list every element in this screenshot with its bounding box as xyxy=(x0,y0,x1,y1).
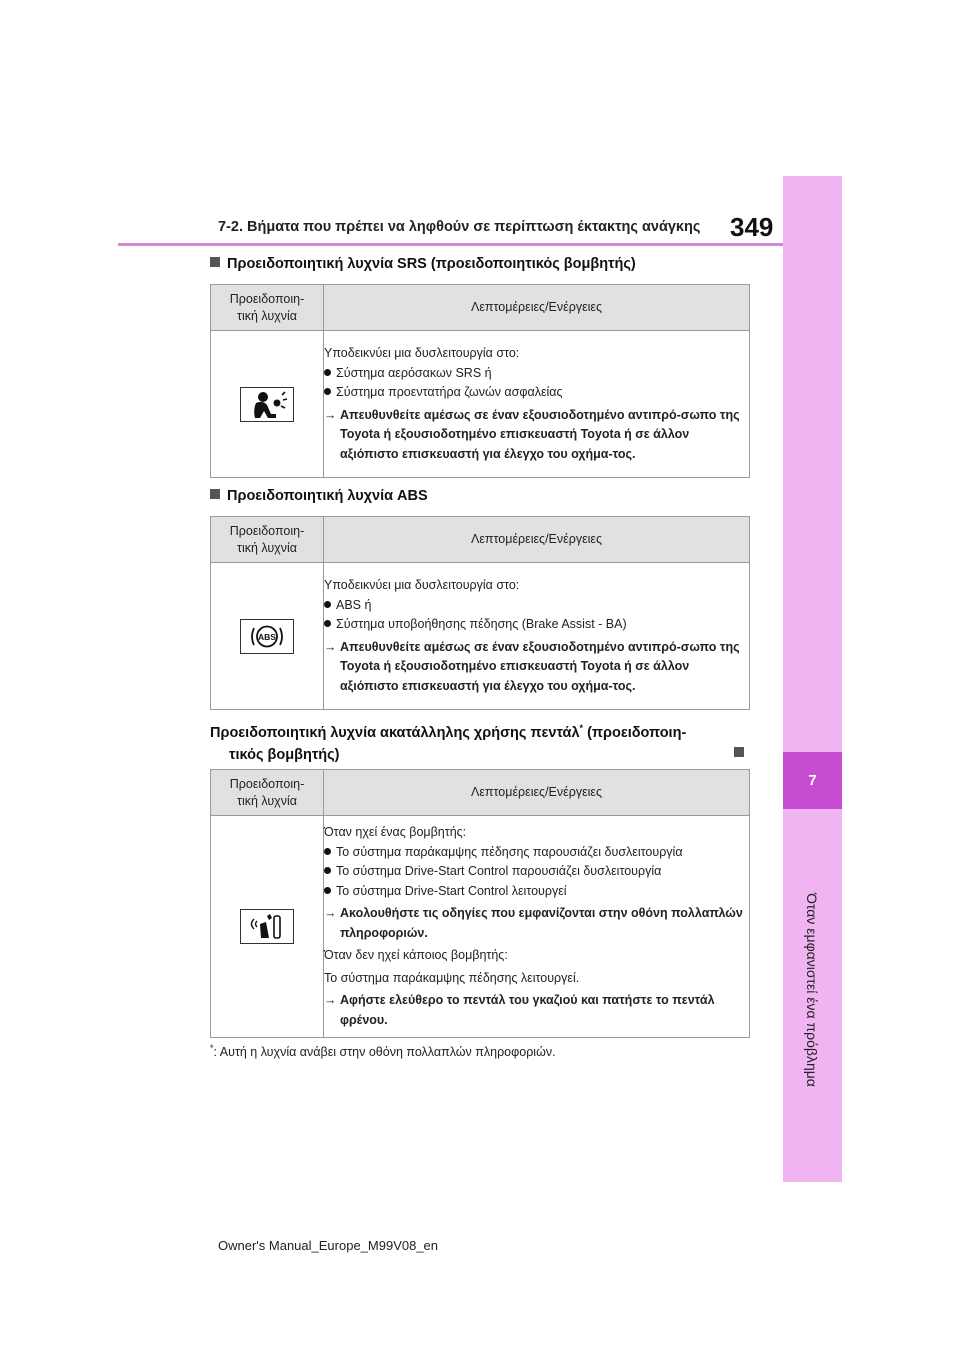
bullet-item: ABS ή xyxy=(324,596,749,616)
square-bullet-icon xyxy=(734,747,744,757)
condition-text: Όταν δεν ηχεί κάποιος βομβητής: xyxy=(324,948,508,962)
section-header-title: 7-2. Βήματα που πρέπει να ληφθούν σε περίπτωση έκτακτης ανάγκης xyxy=(218,219,701,235)
pedal-misuse-warning-icon xyxy=(240,909,294,944)
bullet-dot-icon xyxy=(324,388,331,395)
arrow-icon: → xyxy=(324,407,337,422)
bullet-dot-icon xyxy=(324,620,331,627)
airbag-warning-icon xyxy=(240,387,294,422)
footer-manual-id: Owner's Manual_Europe_M99V08_en xyxy=(218,1238,439,1253)
bullet-item: Σύστημα υποβοήθησης πέδησης (Brake Assist - BA) xyxy=(324,615,749,635)
icon-cell xyxy=(211,816,324,1038)
header-divider xyxy=(118,243,783,246)
status-text: Το σύστημα παράκαμψης πέδησης λειτουργεί. xyxy=(324,970,580,985)
action-instruction: → Αφήστε ελεύθερο το πεντάλ του γκαζιού και πατήστε το πεντάλ φρένου. xyxy=(324,991,749,1030)
bullet-dot-icon xyxy=(324,369,331,376)
page-number: 349 xyxy=(730,212,774,242)
header-warning-light: Προειδοποιη- τική λυχνία xyxy=(211,770,324,816)
intro-text: Υποδεικνύει μια δυσλειτουργία στο: xyxy=(324,578,520,592)
icon-cell xyxy=(211,563,324,710)
action-instruction: → Απευθυνθείτε αμέσως σε έναν εξουσιοδοτημένο αντιπρό-σωπο της Toyota ή εξουσιοδοτημένο επισκευαστή Toyota ή σε άλλον αξιόπιστο επισκευαστή για έλεγχο του οχήμα-τος. xyxy=(324,406,749,465)
abs-warning-icon xyxy=(240,619,294,654)
header-warning-light: Προειδοποιη- τική λυχνία xyxy=(211,517,324,563)
arrow-icon: → xyxy=(324,906,337,920)
abs-icon-label: ABS xyxy=(258,631,276,642)
intro-text: Υποδεικνύει μια δυσλειτουργία στο: xyxy=(324,346,520,360)
bullet-item: Το σύστημα Drive-Start Control παρουσιάζει δυσλειτουργία xyxy=(324,862,749,882)
abs-warning-table xyxy=(210,516,750,710)
details-cell xyxy=(324,331,750,478)
header-details-actions: Λεπτομέρειες/Ενέργειες xyxy=(324,770,750,816)
action-instruction: → Ακολουθήστε τις οδηγίες που εμφανίζονται στην οθόνη πολλαπλών πληροφοριών. xyxy=(324,904,749,943)
details-cell xyxy=(324,563,750,710)
abs-section-title: Προειδοποιητική λυχνία ABS xyxy=(210,488,428,504)
square-bullet-icon xyxy=(210,257,220,267)
pedal-warning-table xyxy=(210,769,750,1038)
square-bullet-icon xyxy=(210,489,220,499)
bullet-dot-icon xyxy=(324,848,331,855)
header-details-actions: Λεπτομέρειες/Ενέργειες xyxy=(324,517,750,563)
details-cell xyxy=(324,816,750,1038)
bullet-item: Σύστημα προεντατήρα ζωνών ασφαλείας xyxy=(324,383,749,403)
icon-cell xyxy=(211,331,324,478)
arrow-icon: → xyxy=(324,993,337,1007)
bullet-item: Το σύστημα Drive-Start Control λειτουργεί xyxy=(324,882,749,902)
header-warning-light: Προειδοποιη- τική λυχνία xyxy=(211,285,324,331)
chapter-title-vertical: Όταν εμφανιστεί ένα πρόβλημα xyxy=(804,893,820,1087)
pedal-section-title: Προειδοποιητική λυχνία ακατάλληλης χρήσης πεντάλ* (προειδοποιη- τικός βομβητής) xyxy=(210,717,750,766)
bullet-item: Σύστημα αερόσακων SRS ή xyxy=(324,364,749,384)
bullet-dot-icon xyxy=(324,867,331,874)
action-instruction: → Απευθυνθείτε αμέσως σε έναν εξουσιοδοτημένο αντιπρό-σωπο της Toyota ή εξουσιοδοτημένο επισκευαστή Toyota ή σε άλλον αξιόπιστο επισκευαστή για έλεγχο του οχήμα-τος. xyxy=(324,638,749,697)
chapter-number: 7 xyxy=(783,752,842,809)
bullet-dot-icon xyxy=(324,887,331,894)
arrow-icon: → xyxy=(324,639,337,654)
srs-warning-table xyxy=(210,284,750,478)
footnote: *: Αυτή η λυχνία ανάβει στην οθόνη πολλαπλών πληροφοριών. xyxy=(210,1043,556,1060)
header-details-actions: Λεπτομέρειες/Ενέργειες xyxy=(324,285,750,331)
bullet-dot-icon xyxy=(324,601,331,608)
srs-section-title: Προειδοποιητική λυχνία SRS (προειδοποιητικός βομβητής) xyxy=(210,256,636,272)
bullet-item: Το σύστημα παράκαμψης πέδησης παρουσιάζει δυσλειτουργία xyxy=(324,843,749,863)
intro-text: Όταν ηχεί ένας βομβητής: xyxy=(324,825,467,839)
